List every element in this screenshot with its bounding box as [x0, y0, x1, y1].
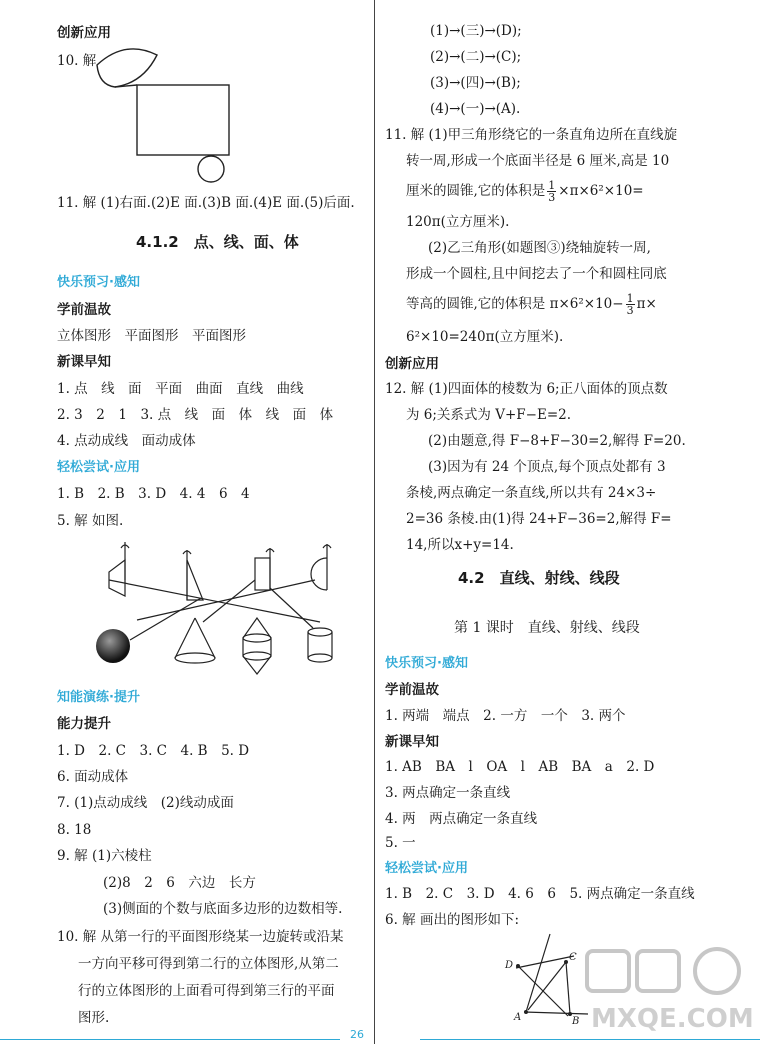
q12-line4: (3)因为有 24 个顶点,每个顶点处都有 3	[428, 459, 666, 475]
page-footer	[0, 1028, 760, 1044]
nengli-8: 8. 18	[57, 822, 92, 838]
nengli-7: 7. (1)点动成线 (2)线动成面	[57, 795, 234, 811]
xinke-right-4: 4. 两 两点确定一条直线	[385, 811, 538, 827]
point-label-a: A	[514, 1012, 522, 1023]
match-1: (1)→(三)→(D);	[430, 23, 522, 39]
q11-line5: (2)乙三角形(如题图③)绕轴旋转一周,	[428, 240, 651, 256]
heading-xueqian: 学前温故	[57, 302, 111, 318]
xinke-4: 4. 点动成线 面动成体	[57, 433, 196, 449]
matching-figure	[95, 540, 360, 675]
section-title-4-2: 4.2 直线、射线、线段	[458, 569, 620, 587]
nengli-9-part3: (3)侧面的个数与底面多边形的边数相等.	[103, 901, 343, 917]
xinke-right-3: 3. 两点确定一条直线	[385, 785, 511, 801]
q11-line7-post: π×	[636, 296, 657, 312]
column-divider	[374, 0, 375, 1044]
tag-kuaile-yuxi-right: 快乐预习·感知	[385, 656, 468, 671]
qingsong-right-6: 6. 解 画出的图形如下:	[385, 912, 520, 928]
q11-line3-pre: 厘米的圆锥,它的体积是	[406, 183, 546, 199]
q11-line2: 转一周,形成一个底面半径是 6 厘米,高是 10	[406, 153, 670, 169]
xueqian-right-answer: 1. 两端 端点 2. 一方 一个 3. 两个	[385, 708, 626, 724]
unfolded-figure	[85, 45, 245, 185]
nengli-10-line2: 一方向平移可得到第二行的立体图形,从第二	[78, 956, 339, 972]
qingsong-1: 1. B 2. B 3. D 4. 4 6 4	[57, 486, 250, 502]
watermark-text: MXQE.COM	[591, 1004, 754, 1034]
xinke-2: 2. 3 2 1 3. 点 线 面 体 线 面 体	[57, 407, 334, 423]
q11-line7	[406, 293, 657, 316]
q12-line3: (2)由题意,得 F−8+F−30=2,解得 F=20.	[428, 433, 686, 449]
q11-line3-post: ×π×6²×10=	[558, 183, 644, 199]
heading-xueqian-right: 学前温故	[385, 682, 439, 698]
nengli-6: 6. 面动成体	[57, 769, 129, 785]
q11-line4: 120π(立方厘米).	[406, 214, 510, 230]
point-label-c: C	[569, 952, 577, 963]
heading-nengli: 能力提升	[57, 716, 111, 732]
q11-line3	[406, 180, 644, 203]
section-title-4-1-2: 4.1.2 点、线、面、体	[136, 233, 299, 251]
footer-rule-right	[420, 1039, 760, 1040]
q12-line7: 14,所以x+y=14.	[406, 537, 514, 553]
q12-line5: 条棱,两点确定一条直线,所以共有 24×3÷	[406, 485, 657, 501]
xinke-right-5: 5. 一	[385, 835, 416, 851]
q12-line2: 为 6;关系式为 V+F−E=2.	[406, 407, 572, 423]
point-label-d: D	[505, 960, 514, 971]
tag-qingsong-changshi: 轻松尝试·应用	[57, 460, 140, 475]
qingsong-5: 5. 解 如图.	[57, 513, 124, 529]
nengli-9: 9. 解 (1)六棱柱	[57, 848, 152, 864]
footer-rule-left	[0, 1039, 340, 1040]
q11-line7-pre: 等高的圆锥,它的体积是 π×6²×10−	[406, 296, 624, 312]
xueqian-answer: 立体图形 平面图形 平面图形	[57, 328, 246, 344]
tag-zhineng-yanlian: 知能演练·提升	[57, 690, 140, 705]
q12-line6: 2=36 条棱.由(1)得 24+F−36=2,解得 F=	[406, 511, 672, 527]
match-4: (4)→(一)→(A).	[430, 101, 521, 117]
q11-line8: 6²×10=240π(立方厘米).	[406, 329, 564, 345]
nengli-9-part2: (2)8 2 6 六边 长方	[103, 875, 256, 891]
xinke-1: 1. 点 线 面 平面 曲面 直线 曲线	[57, 381, 304, 397]
tag-kuaile-yuxi: 快乐预习·感知	[57, 275, 140, 290]
fraction-one-third-2: $\frac{1}{3}$	[626, 292, 634, 317]
point-label-b: B	[572, 1016, 580, 1026]
nengli-10-line4: 图形.	[78, 1010, 110, 1026]
q12-line1: 12. 解 (1)四面体的棱数为 6;正八面体的顶点数	[385, 381, 668, 397]
match-3: (3)→(四)→(B);	[430, 75, 521, 91]
q11-line1: 11. 解 (1)甲三角形绕它的一条直角边所在直线旋	[385, 127, 678, 143]
fraction-one-third: $\frac{1}{3}$	[548, 179, 556, 204]
xinke-right-1: 1. AB BA l OA l AB BA a 2. D	[385, 759, 655, 775]
nengli-10-line3: 行的立体图形的上面看可得到第三行的平面	[78, 983, 335, 999]
match-2: (2)→(二)→(C);	[430, 49, 522, 65]
page-number: 26	[350, 1028, 364, 1041]
section-heading-chuangxin: 创新应用	[57, 25, 111, 41]
heading-xinke: 新课早知	[57, 354, 111, 370]
heading-xinke-right: 新课早知	[385, 734, 439, 750]
q10-label: 10. 解	[57, 53, 97, 69]
tag-qingsong-right: 轻松尝试·应用	[385, 861, 468, 876]
nengli-1: 1. D 2. C 3. C 4. B 5. D	[57, 743, 250, 759]
q11-line6: 形成一个圆柱,且中间挖去了一个和圆柱同底	[406, 266, 667, 282]
section-heading-chuangxin-right: 创新应用	[385, 356, 439, 372]
q11-answer: 11. 解 (1)右面.(2)E 面.(3)B 面.(4)E 面.(5)后面.	[57, 195, 355, 211]
qingsong-right-1: 1. B 2. C 3. D 4. 6 6 5. 两点确定一条直线	[385, 886, 695, 902]
watermark-logo	[577, 945, 757, 1035]
lesson-subtitle: 第 1 课时 直线、射线、线段	[454, 620, 640, 636]
nengli-10-line1: 10. 解 从第一行的平面图形绕某一边旋转或沿某	[57, 929, 344, 945]
